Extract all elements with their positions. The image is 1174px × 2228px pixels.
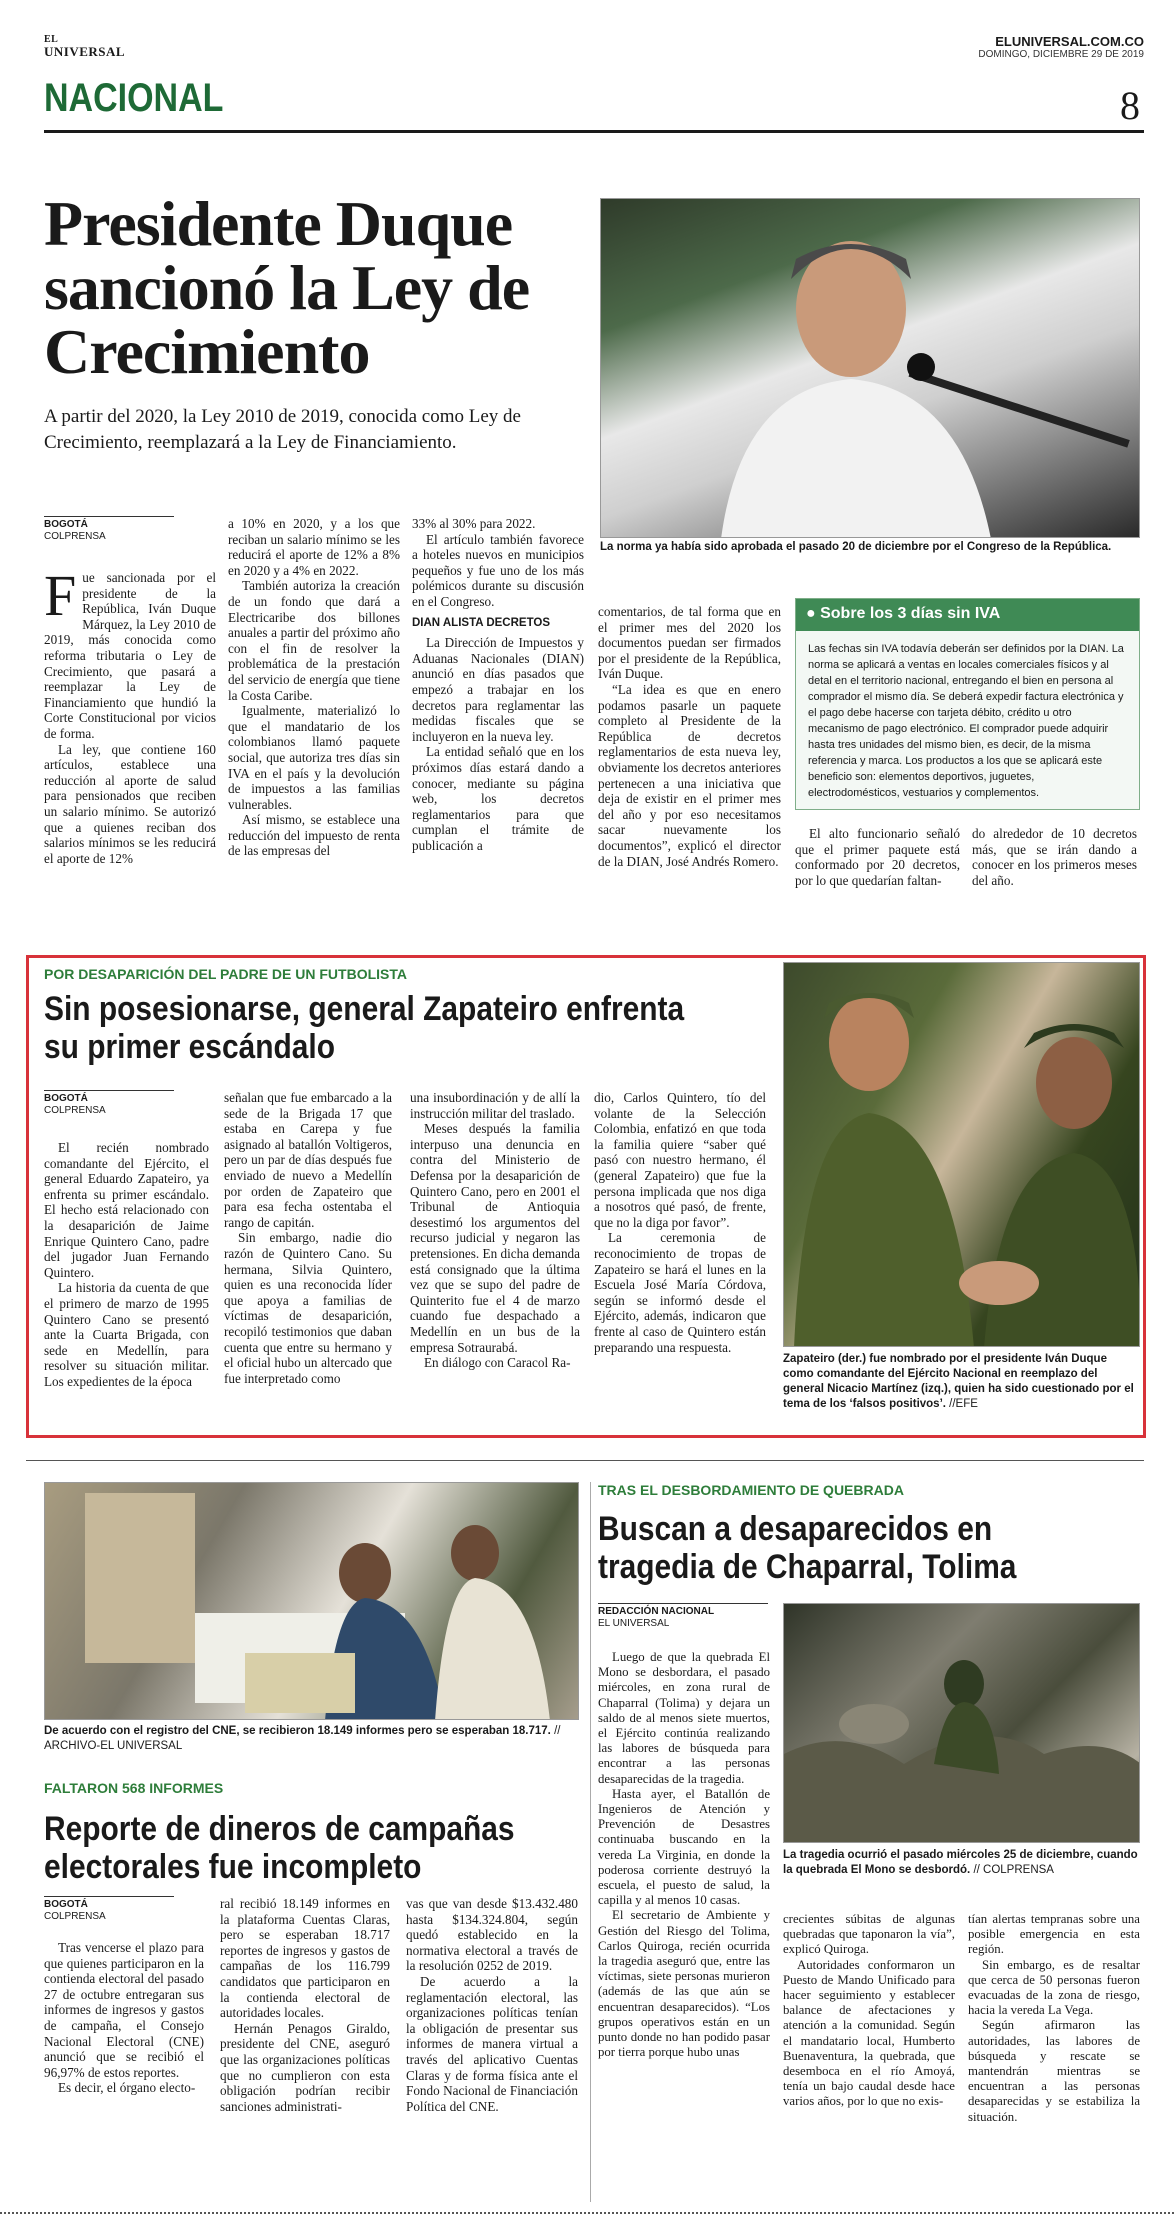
byline-agency: COLPRENSA (44, 531, 106, 542)
photo-credit: // ARCHIVO-EL UNIVERSAL (44, 1725, 561, 1752)
article2-column-2 (224, 1090, 392, 1386)
body-paragraph: De acuerdo a la reglamentación electoral, las organizaciones políticas tenían la obligación de presentar sus informes de manera virtual a través del aplicativo Cuentas Claras y de forma física ante el Fondo Nacional de Financiación Política del CNE. (406, 1973, 578, 2114)
byline-agency: COLPRENSA (44, 1105, 106, 1116)
body-paragraph: En diálogo con Caracol Ra- (424, 1355, 571, 1371)
body-paragraph: La historia da cuenta de que el primero de marzo de 1995 Quintero Cano se presentó ante la Cuarta Brigada, con sede en Medellín, para resolver su situación militar. Los expedientes de la época (44, 1280, 209, 1389)
body-paragraph: Hernán Penagos Giraldo, presidente del CNE, aseguró que las organizaciones políticas que no cumplieron con esta obligación podrían recibir sanciones administrati- (220, 2020, 390, 2114)
article3-column-3 (406, 1896, 578, 2114)
body-paragraph: La ceremonia de reconocimiento de tropas de Zapateiro se hará el lunes en la Escuela José María Córdova, según se informó desde el Ejército, además, indicaron que frente al caso de Quintero están preparando una respuesta. (594, 1230, 766, 1355)
body-paragraph: Así mismo, se establece una reducción del impuesto de renta de las empresas del (228, 812, 400, 859)
body-paragraph: Meses después la familia interpuso una denuncia en contra del Ministerio de Defensa por la desaparición de Quintero Cano, pero en 2001 el Tribunal de Antioquia desestimó los argumentos del recurso judicial y negaron las pretensiones. En dicha demanda está consignado que la última vez que se supo del padre de Quinterito fue el 4 de marzo cuando fue despachado a Medellín en un bus de la empresa Sotraurabá. (410, 1121, 580, 1355)
body-paragraph: una insubordinación y de allí la instrucción militar del traslado. (410, 1090, 580, 1121)
byline-place: BOGOTÁ (44, 1899, 88, 1910)
article1-column-1 (44, 563, 216, 866)
sidebar-title: ● Sobre los 3 días sin IVA (796, 599, 1139, 631)
article4-column-1 (598, 1650, 770, 2060)
article4-byline (598, 1603, 768, 1630)
article2-kicker: POR DESAPARICIÓN DEL PADRE DE UN FUTBOLISTA (44, 966, 407, 982)
logo-line-2: UNIVERSAL (44, 44, 126, 59)
byline-place: BOGOTÁ (44, 519, 88, 530)
article2-photo (783, 962, 1140, 1347)
body-paragraph: Según afirmaron las autoridades, las labores de búsqueda y rescate se mantendrán mientras se encuentran a las personas desaparecidas y se estabiliza la situación. (968, 2018, 1140, 2124)
article4-headline: Buscan a desaparecidos en tragedia de Chaparral, Tolima (598, 1510, 1017, 1586)
article1-column-5 (795, 826, 960, 888)
photo-credit: // COLPRENSA (973, 1864, 1054, 1876)
article2-photo-caption: Zapateiro (der.) fue nombrado por el presidente Iván Duque como comandante del Ejército Nacional en reemplazo del general Nicacio Martínez (izq.), quien ha sido cuestionado por el tema de los ‘falsos positivos’. //EFE (783, 1353, 1134, 1410)
byline-place: REDACCIÓN NACIONAL (598, 1606, 715, 1617)
page-bottom-edge (0, 2212, 1174, 2214)
body-paragraph: vas que van desde $13.432.480 hasta $134.324.804, según quedó establecido en la normativa electoral a través de la resolución 0252 de 2019. (406, 1896, 578, 1974)
body-paragraph: Hasta ayer, el Batallón de Ingenieros de Atención y Prevención de Desastres continuaba buscando en la vereda La Virginia, en donde la poderosa corriente destruyó la escuela, el puesto de salud, la capilla y al menos 10 casas. (598, 1786, 770, 1908)
header-rule (44, 130, 1144, 133)
body-paragraph: “La idea es que en enero podamos pasarle un paquete completo al Presidente de la República de decretos reglamentarios de esta nueva ley, obviamente los decretos anteriores pertenecen a una iniciativa que deja de existir en el primer mes del año y por eso necesitamos sacar nuevamente los documentos”, explicó el director de la DIAN, José Andrés Romero. (598, 681, 781, 869)
body-paragraph: 33% al 30% para 2022. (412, 516, 536, 531)
article1-photo-caption: La norma ya había sido aprobada el pasado 20 de diciembre por el Congreso de la República. (600, 541, 1112, 553)
page-number: 8 (1120, 83, 1140, 128)
newspaper-logo (44, 34, 125, 58)
body-paragraph: do alrededor de 10 decretos más, que se irán dando a conocer en los primeros meses del año. (972, 826, 1137, 888)
rescue-photo-icon (784, 1604, 1140, 1843)
masthead-info (978, 34, 1144, 60)
body-paragraph: a 10% en 2020, y a los que reciban un salario mínimo se les reducirá el aporte de 12% a 8% en 2020 y a 4% en 2022. (228, 516, 400, 578)
article3-headline: Reporte de dineros de campañas electorales fue incompleto (44, 1810, 515, 1886)
article2-byline (44, 1090, 174, 1117)
article4-column-3 (968, 1912, 1140, 2125)
article1-subhead: DIAN ALISTA DECRETOS (412, 616, 551, 629)
article4-column-2 (783, 1912, 955, 2110)
article2-column-1 (44, 1140, 209, 1390)
article1-column-3 (412, 516, 584, 853)
sidebar-box-iva (795, 598, 1140, 810)
article1-column-4 (598, 604, 781, 869)
body-paragraph: Igualmente, materializó lo que el mandatario de los colombianos llamó paquete social, que autoriza tres días sin IVA en el país y la devolución de impuestos a las familias vulnerables. (228, 703, 400, 812)
article1-byline (44, 516, 174, 543)
drop-cap: F (44, 563, 77, 628)
article4-photo-caption: La tragedia ocurrió el pasado miércoles 25 de diciembre, cuando la quebrada El Mono se desbordó. // COLPRENSA (783, 1849, 1138, 1876)
body-paragraph: Sin embargo, es de resaltar que cerca de 50 personas fueron evacuadas de la zona de riesgo, hacia la vereda La Vega. (968, 1957, 1140, 2018)
body-paragraph: Sin embargo, nadie dio razón de Quintero Cano. Su hermana, Silvia Quintero, quien es una reconocida líder que apoya a familias de víctimas de desaparición, recopiló testimonios que daban cuenta que entre su hermano y el oficial hubo un altercado que fue interpretado como (224, 1230, 392, 1386)
issue-date: DOMINGO, DICIEMBRE 29 DE 2019 (978, 49, 1144, 60)
body-paragraph: El alto funcionario señaló que el primer paquete está conformado por 20 decretos, por lo que quedarían faltan- (795, 826, 960, 888)
body-paragraph: Autoridades conformaron un Puesto de Mando Unificado para hacer seguimiento y establecer balance de afectaciones y atención a la comunidad. Según el mandatario local, Humberto Buenaventura, la quebrada, que desemboca en el río Amoyá, tenía un bajo caudal desde hace varios años, por lo que no exis- (783, 1957, 955, 2109)
byline-agency: COLPRENSA (44, 1911, 106, 1922)
body-paragraph: Fue sancionada por el presidente de la República, Iván Duque Márquez, la Ley 2010 de 2019, más conocida como reforma tributaria o Ley de Crecimiento, que pasará a reemplazar la Ley de Financiamiento que hundió la Corte Constitucional por vicios de forma. (44, 563, 216, 741)
logo-line-1: EL (44, 34, 59, 45)
column-divider (590, 1482, 591, 2202)
section-divider (26, 1460, 1144, 1461)
body-paragraph: crecientes súbitas de algunas quebradas que taponaron la vía”, explicó Quiroga. (783, 1912, 955, 1957)
bullet-icon: ● (806, 605, 821, 622)
body-paragraph: comentarios, de tal forma que en el primer mes del 2020 los documentos puedan ser firmados por el presidente de la República, Iván Duque. (598, 604, 781, 682)
body-paragraph: La ley, que contiene 160 artículos, establece una reducción al aporte de salud para pensionados que reciben un salario mínimo. Se autorizó que a quienes reciban dos salarios mínimos se les reducirá el aporte de 12% (44, 741, 216, 866)
photo-credit: //EFE (949, 1398, 978, 1410)
article1-headline: Presidente Duque sancionó la Ley de Crecimiento (44, 188, 530, 387)
body-paragraph: La Dirección de Impuestos y Aduanas Nacionales (DIAN) anunció en días pasados que empezó a trabajar en los decretos para reglamentar las medidas fiscales que se incluyeron en la nueva ley. (412, 635, 584, 744)
article3-photo (44, 1482, 579, 1720)
body-paragraph: señalan que fue embarcado a la sede de la Brigada 17 que estaba en Carepa y fue asignado al batallón Voltigeros, pero un par de días después fue enviado de nuevo a Medellín por orden de Zapateiro que para esa fecha ostentaba el rango de capitán. (224, 1090, 392, 1230)
article3-kicker: FALTARON 568 INFORMES (44, 1780, 224, 1796)
body-paragraph: ral recibió 18.149 informes en la plataforma Cuentas Claras, pero se esperaban 18.717 reportes de ingresos y gastos de campañas de los 116.799 candidatos que participaron en la contienda electoral de autoridades locales. (220, 1896, 390, 2021)
body-paragraph: El secretario de Ambiente y Gestión del Riesgo del Tolima, Carlos Quiroga, recién ocurrida la tragedia aseguró que, entre las víctimas, siete personas murieron (además de las que aún se encuentran desaparecidos). “Los grupos operativos están en un punto donde no han podido pasar por tierra porque hubo unas (598, 1908, 770, 2060)
body-paragraph: Es decir, el órgano electo- (58, 2080, 196, 2096)
article1-deck: A partir del 2020, la Ley 2010 de 2019, conocida como Ley de Crecimiento, reemplazará a la Ley de Financiamiento. (44, 406, 521, 453)
article1-column-2 (228, 516, 400, 859)
article4-photo (783, 1603, 1140, 1843)
generals-photo-icon (784, 963, 1140, 1347)
site-domain: ELUNIVERSAL.COM.CO (995, 34, 1144, 49)
article4-kicker: TRAS EL DESBORDAMIENTO DE QUEBRADA (598, 1482, 904, 1498)
body-paragraph: Tras vencerse el plazo para que quienes participaron en la contienda electoral del pasado 27 de octubre entregaran sus informes de ingresos y gastos de campaña, el Consejo Nacional Electoral (CNE) anunció que se recibió el 96,97% de estos reportes. (44, 1940, 204, 2080)
byline-agency: EL UNIVERSAL (598, 1618, 670, 1629)
sidebar-body: Las fechas sin IVA todavía deberán ser definidos por la DIAN. La norma se aplicará a ventas en locales comerciales físicos y al detal en el territorio nacional, entregando el bien en persona al comprador el mismo día. Se deberá expedir factura electrónica y el pago debe hacerse con tarjeta débito, crédito u otro mecanismo de pago electrónico. El comprador puede adquirir hasta tres unidades del mismo bien, es decir, de la misma referencia y marca. Los productos a los que se aplicará este beneficio son: elementos deportivos, juguetes, electrodomésticos, vestuarios y complementos. (808, 643, 1124, 799)
body-paragraph: También autoriza la creación de un fondo que dará a Electricaribe dos billones anuales a partir del próximo año con el fin de resolver la problemática de la prestación del servicio de energía que tiene la Costa Caribe. (228, 578, 400, 703)
body-paragraph: El recién nombrado comandante del Ejército, el general Eduardo Zapateiro, ya enfrenta su primer escándalo. El hecho está relacionado con la desaparición de Jaime Enrique Quintero Cano, padre del jugador Juan Fernando Quintero. (44, 1140, 209, 1280)
byline-place: BOGOTÁ (44, 1093, 88, 1104)
article2-headline: Sin posesionarse, general Zapateiro enfrenta su primer escándalo (44, 990, 685, 1066)
president-photo-icon (601, 199, 1140, 538)
article1-column-6 (972, 826, 1137, 888)
cne-boxes-photo-icon (45, 1483, 579, 1720)
section-title: NACIONAL (44, 76, 224, 120)
article3-photo-caption: De acuerdo con el registro del CNE, se recibieron 18.149 informes pero se esperaban 18.717. // ARCHIVO-EL UNIVERSAL (44, 1725, 561, 1752)
body-paragraph: Luego de que la quebrada El Mono se desbordara, el pasado miércoles, en zona rural de Chaparral (Tolima) y dejara un saldo de al menos siete muertos, el Ejército continúa realizando las labores de búsqueda para encontrar a las personas desaparecidas de la tragedia. (598, 1650, 770, 1786)
body-paragraph: tían alertas tempranas sobre una posible emergencia en esta región. (968, 1912, 1140, 1957)
article3-column-1 (44, 1940, 204, 2096)
article3-column-2 (220, 1896, 390, 2114)
body-paragraph: dio, Carlos Quintero, tío del volante de la Selección Colombia, enfatizó en que toda la familia quiere “saber qué pasó con nuestro hermano, él (general Zapateiro) que fue la persona implicada que nos diga a nosotros qué pasó, de frente, que no la diga por favor”. (594, 1090, 766, 1230)
body-paragraph: El artículo también favorece a hoteles nuevos en municipios pequeños y fue uno de los más polémicos durante su discusión en el Congreso. (412, 531, 584, 609)
article3-byline (44, 1896, 174, 1923)
article2-column-3 (410, 1090, 580, 1371)
article2-column-4 (594, 1090, 766, 1355)
article1-photo (600, 198, 1140, 538)
body-paragraph: La entidad señaló que en los próximos días estará dando a conocer, mediante su página web, los decretos reglamentarios para que cumplan el trámite de publicación a (412, 744, 584, 853)
